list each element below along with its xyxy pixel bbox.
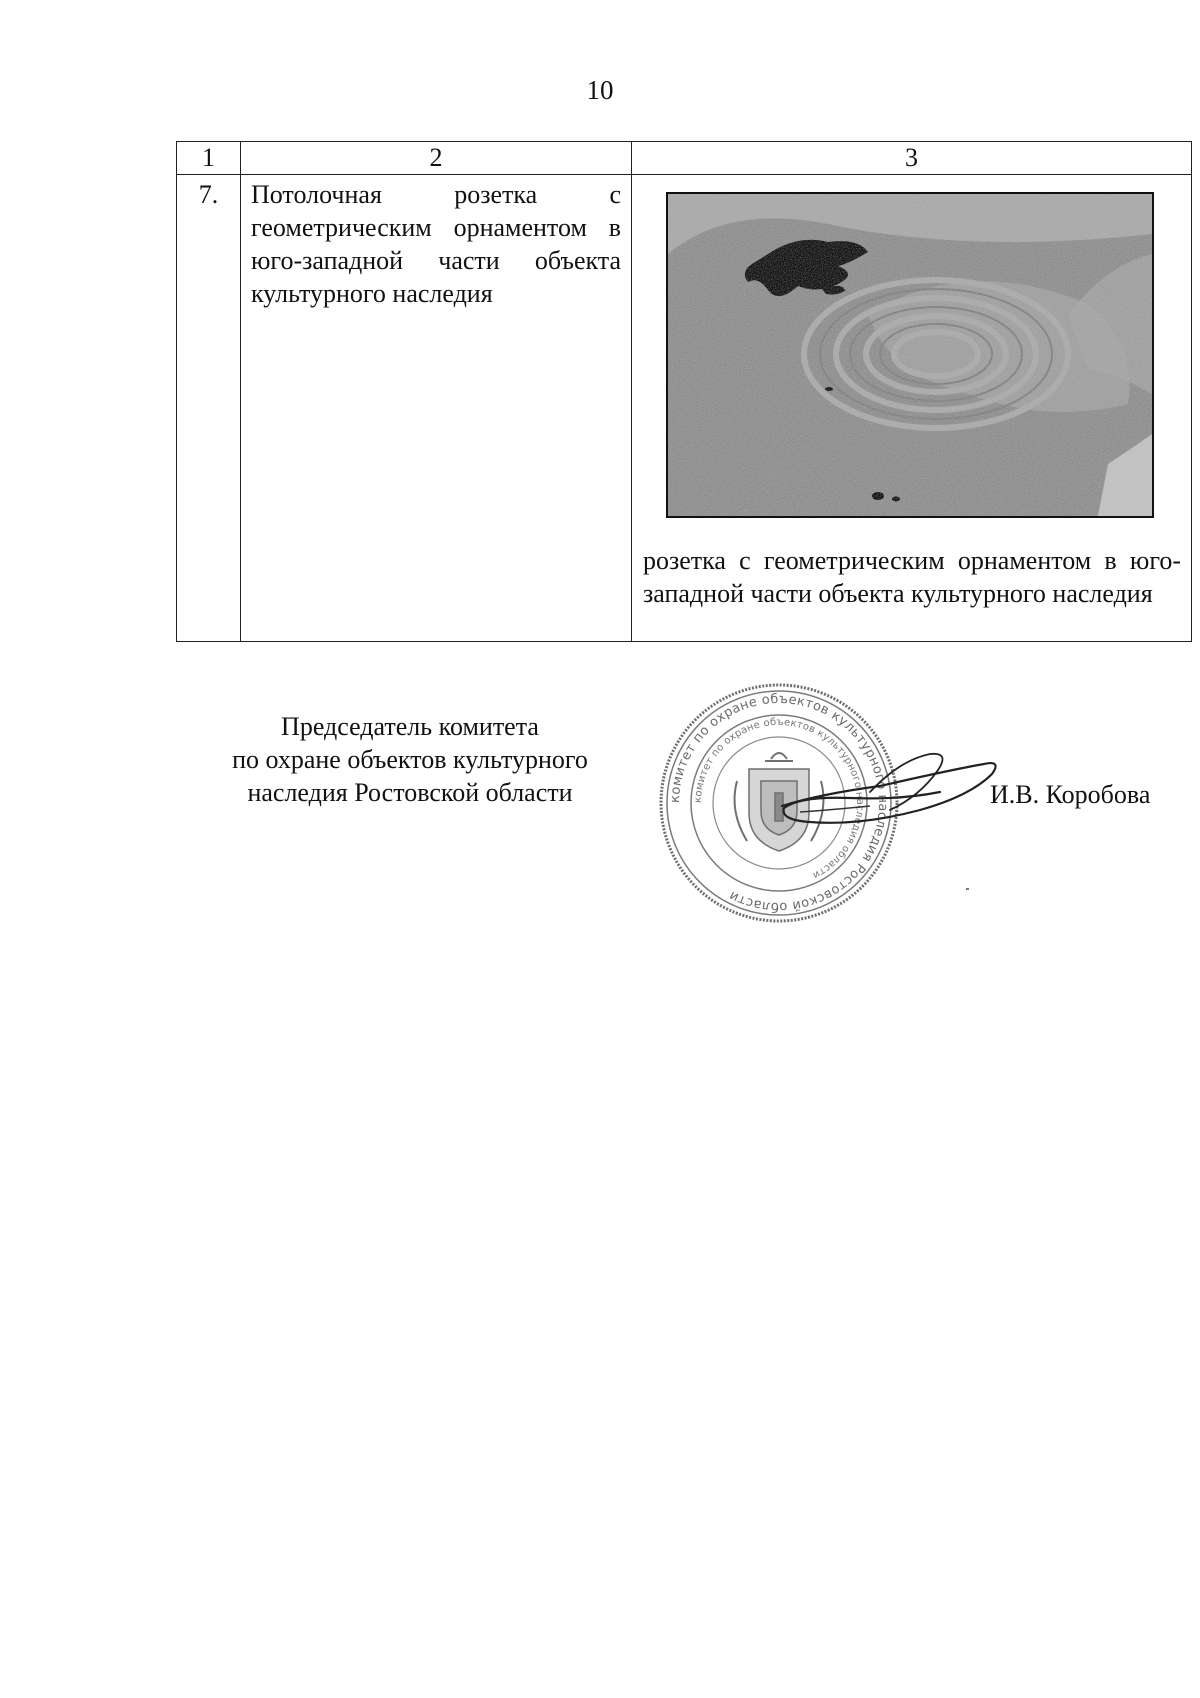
row-description: Потолочная розетка с геометрическим орнаментом в юго-западной части объекта культурного наследия: [241, 175, 632, 642]
stamp-inner-text: комитет по охране объектов культурного наследия области: [692, 716, 866, 881]
scan-artifact: [966, 888, 969, 890]
position-line: Председатель комитета: [281, 712, 539, 741]
header-col-3: 3: [632, 142, 1192, 175]
page-number: 10: [586, 75, 614, 105]
handwritten-signature: [770, 740, 1000, 830]
table-header-row: [177, 142, 1192, 175]
position-line: по охране объектов культурного: [232, 745, 588, 774]
stamp-outer-text: комитет по охране объектов культурного наследия Ростовской области: [667, 691, 891, 915]
ceiling-rosette-photo: [666, 192, 1154, 518]
header-col-2: 2: [241, 142, 632, 175]
objects-table: [176, 141, 1192, 642]
header-col-1: 1: [177, 142, 241, 175]
table-row: [177, 175, 1192, 642]
position-line: наследия Ростовской области: [247, 778, 573, 807]
signatory-position: [190, 710, 630, 809]
row-photo-cell: [632, 175, 1192, 642]
signer-name: И.В. Коробова: [990, 780, 1151, 809]
photo-caption: розетка с геометрическим орнаментом в юго-западной части объекта культурного наследия: [643, 546, 1181, 608]
row-number: 7.: [177, 175, 241, 642]
